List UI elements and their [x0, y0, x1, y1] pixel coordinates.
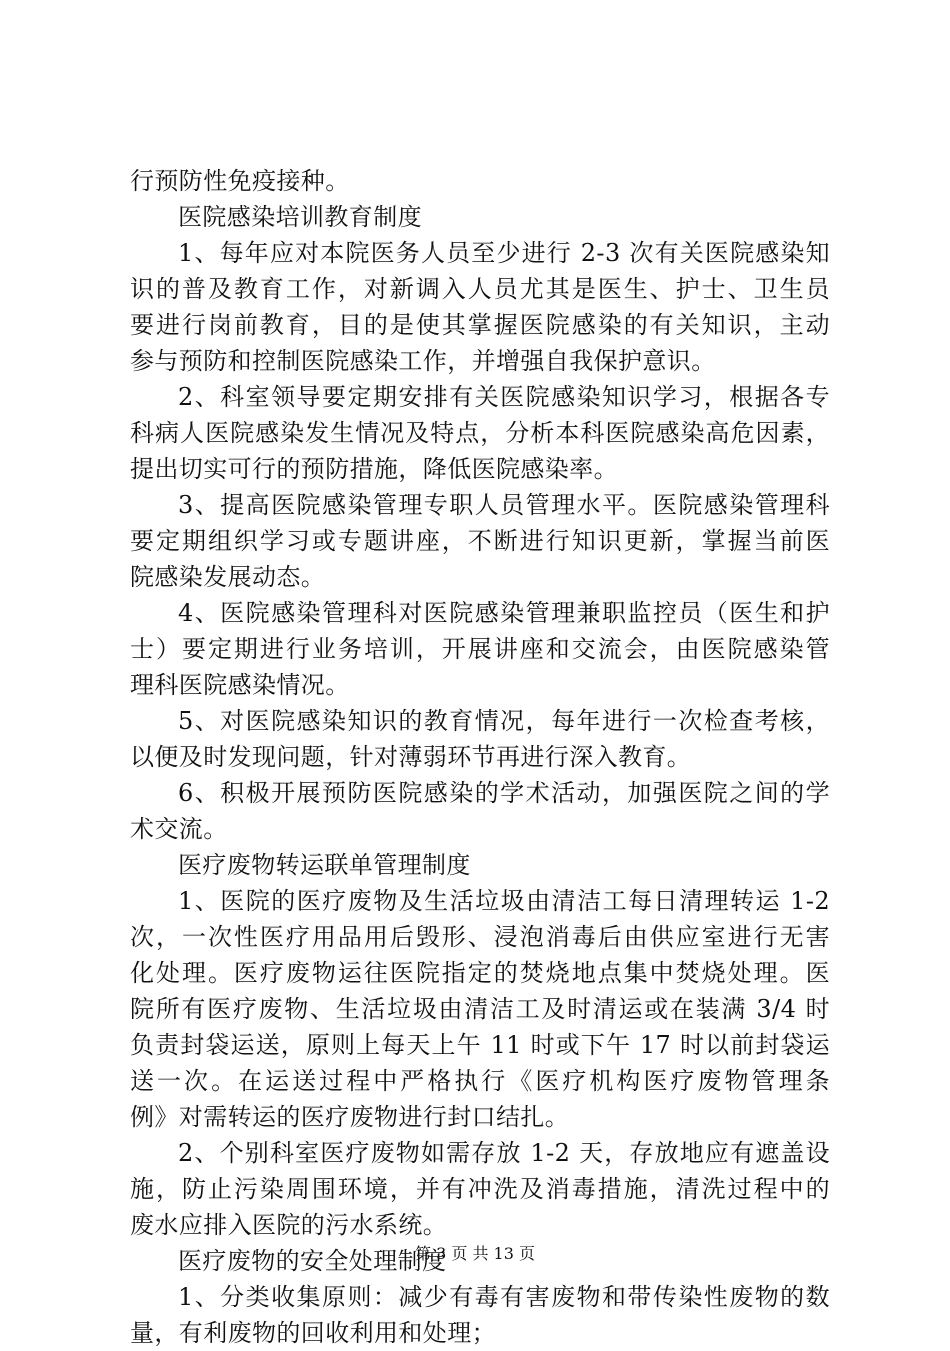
text-line: 士）要定期进行业务培训，开展讲座和交流会，由医院感染管: [130, 635, 830, 663]
text-line: 科病人医院感染发生情况及特点，分析本科医院感染高危因素，: [130, 419, 830, 447]
text-line: 4、医院感染管理科对医院感染管理兼职监控员（医生和护: [178, 599, 830, 627]
paragraph: [130, 163, 830, 199]
text-line: 要定期组织学习或专题讲座，不断进行知识更新，掌握当前医: [130, 527, 830, 555]
paragraph: [130, 847, 830, 883]
paragraph: [130, 883, 830, 1135]
text-line: 废水应排入医院的污水系统。: [130, 1211, 448, 1239]
document-body: [130, 163, 830, 1351]
paragraph: [130, 595, 830, 703]
text-line: 理科医院感染情况。: [130, 671, 350, 699]
text-line: 院所有医疗废物、生活垃圾由清洁工及时清运或在装满 3/4 时: [130, 995, 830, 1023]
paragraph: [130, 703, 830, 775]
text-line: 化处理。医疗废物运往医院指定的焚烧地点集中焚烧处理。医: [130, 959, 830, 987]
paragraph: [130, 775, 830, 847]
text-line: 院感染发展动态。: [130, 563, 326, 591]
text-line: 1、每年应对本院医务人员至少进行 2-3 次有关医院感染知: [178, 239, 830, 267]
text-line: 医疗废物转运联单管理制度: [178, 851, 471, 879]
paragraph: [130, 199, 830, 235]
text-line: 行预防性免疫接种。: [130, 167, 350, 195]
paragraph: [130, 379, 830, 487]
text-line: 6、积极开展预防医院感染的学术活动，加强医院之间的学: [178, 779, 830, 807]
text-line: 1、医院的医疗废物及生活垃圾由清洁工每日清理转运 1-2: [178, 887, 830, 915]
text-line: 参与预防和控制医院感染工作，并增强自我保护意识。: [130, 347, 716, 375]
paragraph: [130, 1279, 830, 1351]
text-line: 术交流。: [130, 815, 228, 843]
text-line: 2、科室领导要定期安排有关医院感染知识学习，根据各专: [178, 383, 830, 411]
text-line: 提出切实可行的预防措施，降低医院感染率。: [130, 455, 618, 483]
text-line: 例》对需转运的医疗废物进行封口结扎。: [130, 1103, 570, 1131]
text-line: 负责封袋运送，原则上每天上午 11 时或下午 17 时以前封袋运: [130, 1031, 830, 1059]
text-line: 量，有利废物的回收利用和处理；: [130, 1319, 496, 1347]
text-line: 医院感染培训教育制度: [178, 203, 422, 231]
text-line: 施，防止污染周围环境，并有冲洗及消毒措施，清洗过程中的: [130, 1175, 830, 1203]
paragraph: [130, 235, 830, 379]
text-line: 2、个别科室医疗废物如需存放 1-2 天，存放地应有遮盖设: [178, 1139, 830, 1167]
text-line: 要进行岗前教育，目的是使其掌握医院感染的有关知识，主动: [130, 311, 830, 339]
text-line: 以便及时发现问题，针对薄弱环节再进行深入教育。: [130, 743, 692, 771]
text-line: 1、分类收集原则：减少有毒有害废物和带传染性废物的数: [178, 1283, 830, 1311]
text-line: 送一次。在运送过程中严格执行《医疗机构医疗废物管理条: [130, 1067, 830, 1095]
text-line: 5、对医院感染知识的教育情况，每年进行一次检查考核，: [178, 707, 830, 735]
text-line: 识的普及教育工作，对新调入人员尤其是医生、护士、卫生员: [130, 275, 830, 303]
text-line: 次，一次性医疗用品用后毁形、浸泡消毒后由供应室进行无害: [130, 923, 830, 951]
text-line: 医疗废物的安全处理制度: [178, 1247, 447, 1275]
paragraph: [130, 487, 830, 595]
text-line: 3、提高医院感染管理专职人员管理水平。医院感染管理科: [178, 491, 830, 519]
paragraph: [130, 1135, 830, 1243]
page-footer: 第 3 页 共 13 页: [415, 1244, 535, 1263]
